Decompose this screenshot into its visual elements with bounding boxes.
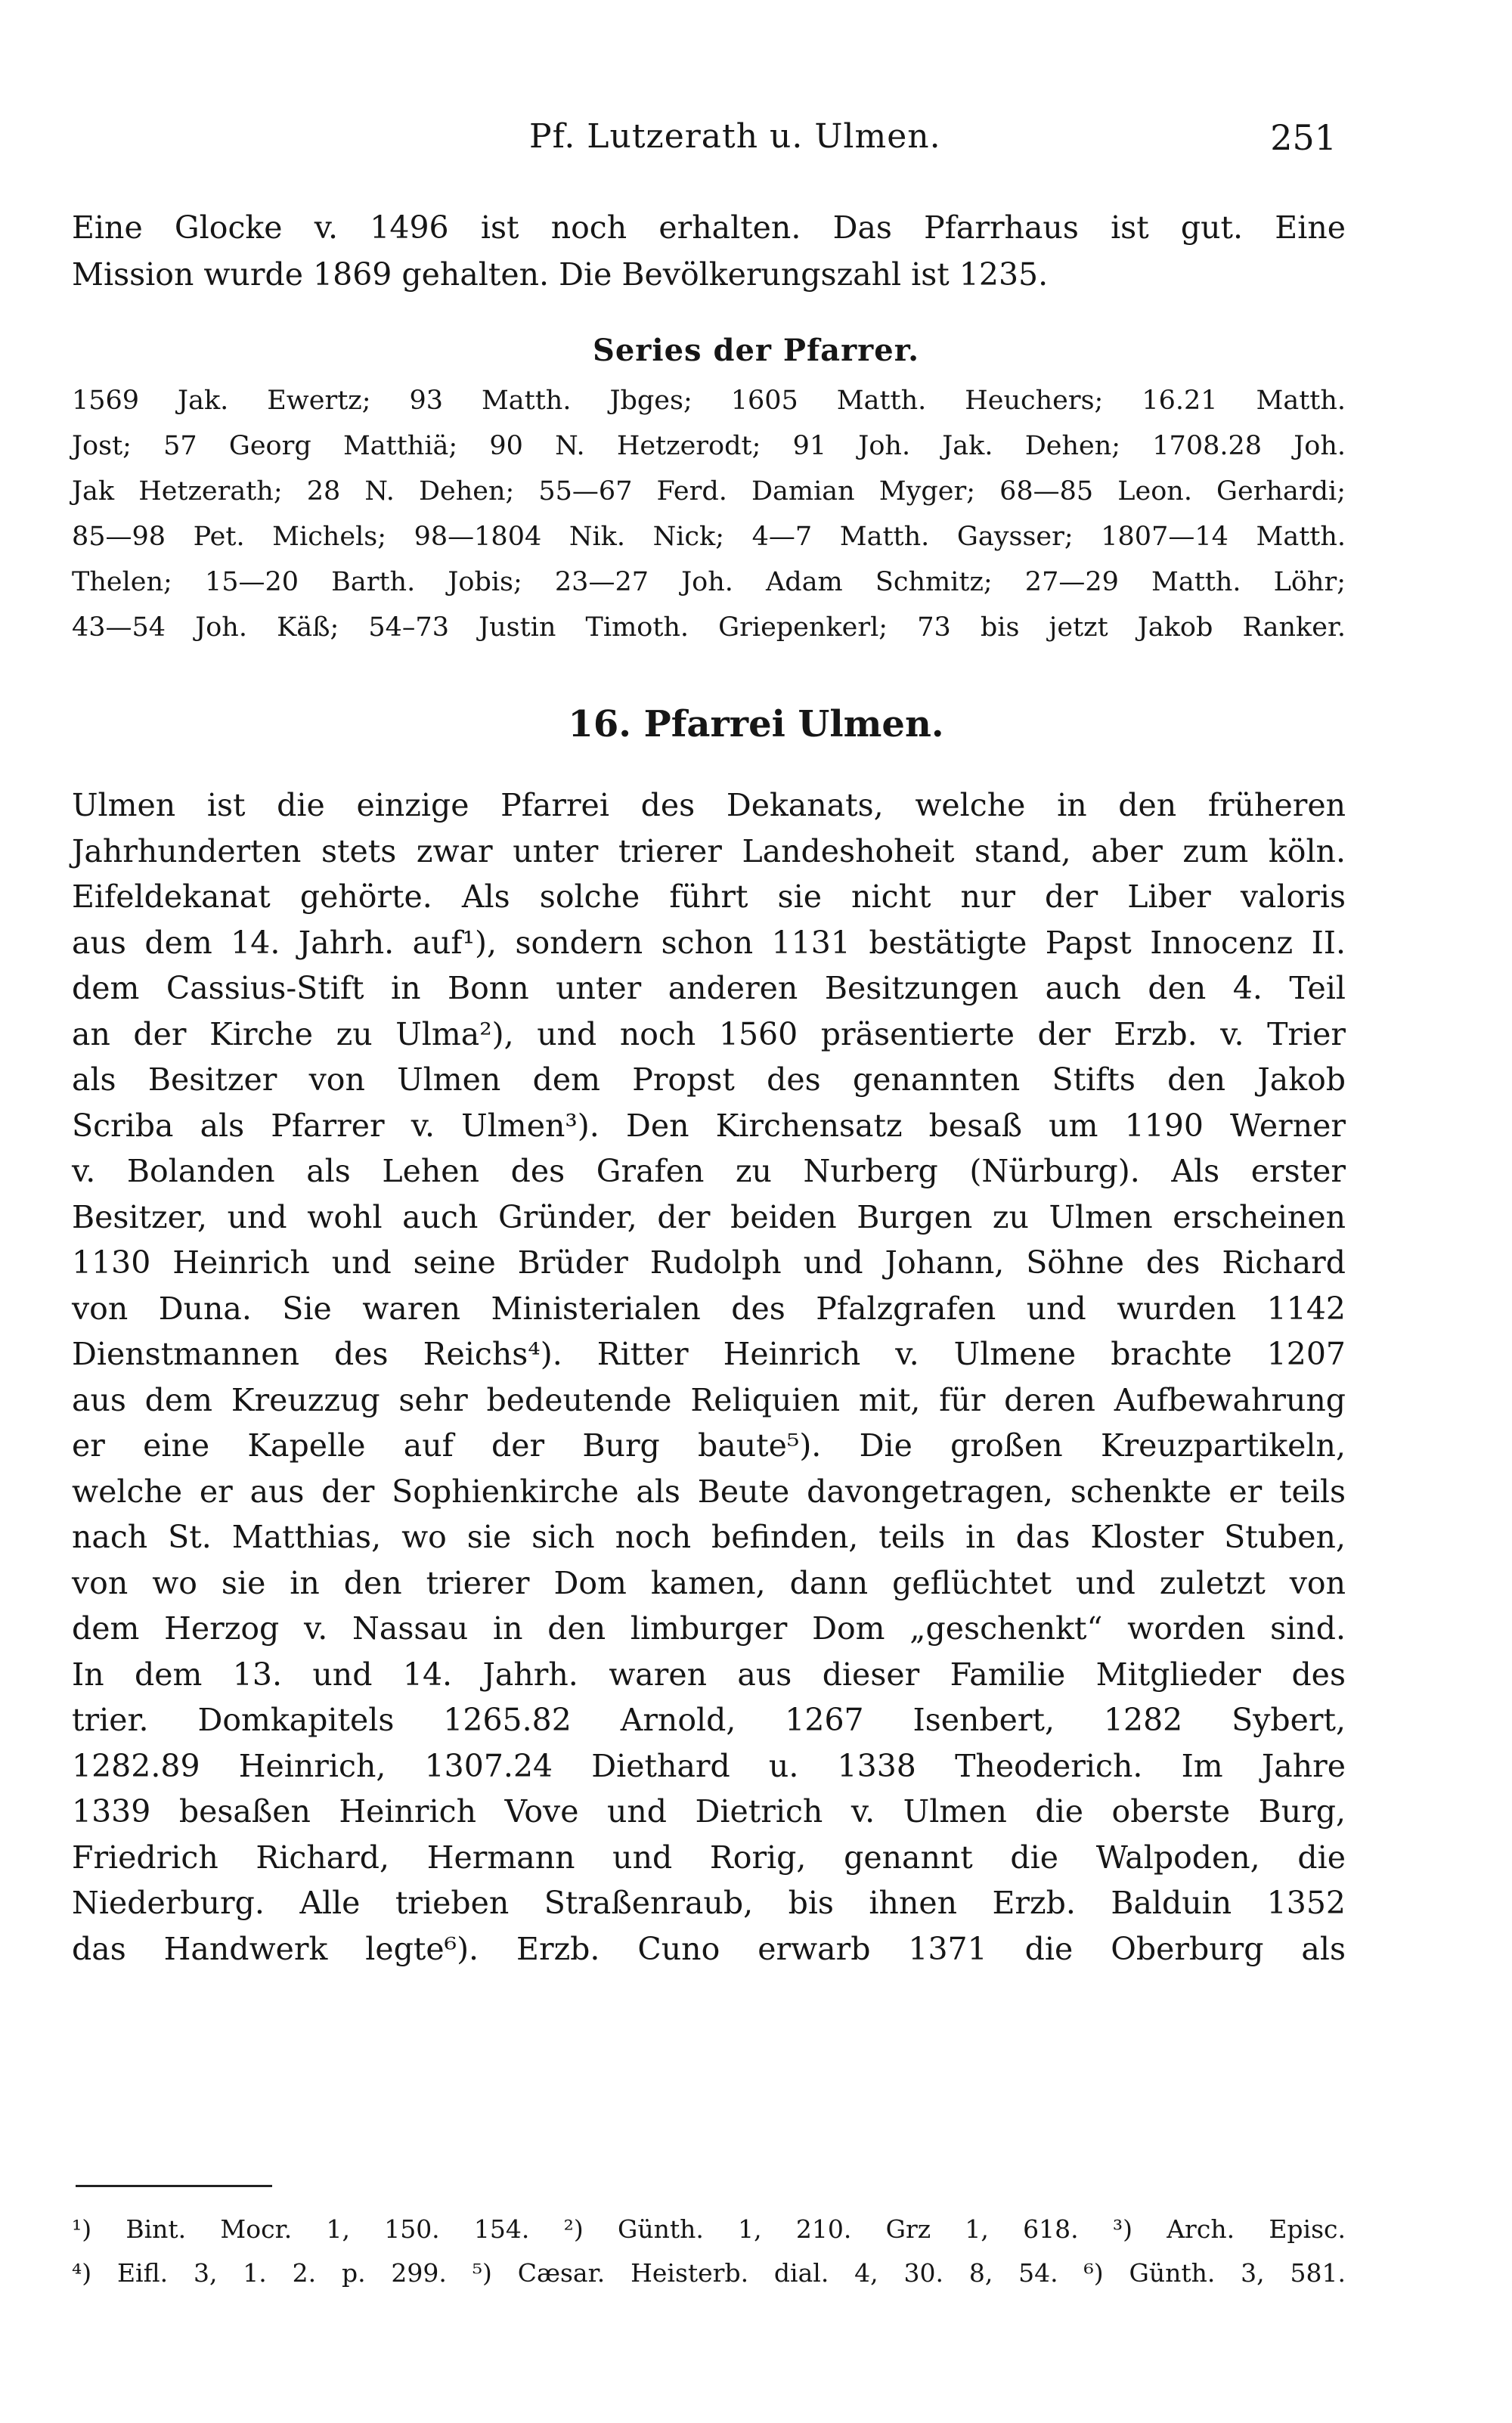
body-line: 1130 Heinrich und seine Brüder Rudolph und Johann, Söhne des Richard [72,1244,1346,1281]
body-line: Dienstmannen des Reichs⁴). Ritter Heinrich v. Ulmene brachte 1207 [72,1336,1346,1372]
body-line: Niederburg. Alle trieben Straßenraub, bis ihnen Erzb. Balduin 1352 [72,1885,1346,1921]
body-line: Ulmen ist die einzige Pfarrei des Dekanats, welche in den früheren [72,787,1346,823]
body-line: er eine Kapelle auf der Burg baute⁵). Die großen Kreuzpartikeln, [72,1427,1346,1464]
body-line: dem Herzog v. Nassau in den limburger Dom „geschenkt“ worden sind. [72,1610,1346,1647]
section-title: 16. Pfarrei Ulmen. [568,703,944,745]
page-header [0,117,1512,170]
footnote-line: ¹) Bint. Mocr. 1, 150. 154. ²) Günth. 1, 210. Grz 1, 618. ³) Arch. Episc. [72,2214,1346,2244]
body-line: das Handwerk legte⁶). Erzb. Cuno erwarb 1371 die Oberburg als [72,1930,1346,1967]
series-line: Jak Hetzerath; 28 N. Dehen; 55—67 Ferd. Damian Myger; 68—85 Leon. Gerhardi; [72,476,1346,507]
series-heading: Series der Pfarrer. [592,333,920,368]
body-line: dem Cassius-Stift in Bonn unter anderen Besitzungen auch den 4. Teil [72,970,1346,1006]
body-line: trier. Domkapitels 1265.82 Arnold, 1267 Isenbert, 1282 Sybert, [72,1702,1346,1738]
body-line: 1339 besaßen Heinrich Vove und Dietrich v. Ulmen die oberste Burg, [72,1793,1346,1830]
running-head: Pf. Lutzerath u. Ulmen. [529,117,941,156]
body-line: Scriba als Pfarrer v. Ulmen³). Den Kirchensatz besaß um 1190 Werner [72,1107,1346,1144]
body-line: aus dem Kreuzzug sehr bedeutende Reliquien mit, für deren Aufbewahrung [72,1381,1346,1418]
series-list [72,378,1346,650]
body-line: Friedrich Richard, Hermann und Rorig, genannt die Walpoden, die [72,1839,1346,1876]
footnotes [72,2208,1346,2295]
series-line: 1569 Jak. Ewertz; 93 Matth. Jbges; 1605 Matth. Heuchers; 16.21 Matth. [72,386,1346,416]
body-line: v. Bolanden als Lehen des Grafen zu Nurberg (Nürburg). Als erster [72,1153,1346,1189]
body-line: von Duna. Sie waren Ministerialen des Pfalzgrafen und wurden 1142 [72,1290,1346,1327]
body-line: welche er aus der Sophienkirche als Beute davongetragen, schenkte er teils [72,1473,1346,1510]
body-line: nach St. Matthias, wo sie sich noch befinden, teils in das Kloster Stuben, [72,1519,1346,1555]
body-line: an der Kirche zu Ulma²), und noch 1560 präsentierte der Erzb. v. Trier [72,1015,1346,1052]
intro-paragraph [72,204,1346,298]
body-line: In dem 13. und 14. Jahrh. waren aus dieser Familie Mitglieder des [72,1656,1346,1693]
series-line: 43—54 Joh. Käß; 54–73 Justin Timoth. Griepenkerl; 73 bis jetzt Jakob Ranker. [72,612,1346,643]
body-line: Eifeldekanat gehörte. Als solche führt sie nicht nur der Liber valoris [72,878,1346,915]
text-line: Mission wurde 1869 gehalten. Die Bevölkerungszahl ist 1235. [72,256,1049,293]
body-text [72,782,1346,1972]
body-line: als Besitzer von Ulmen dem Propst des genannten Stifts den Jakob [72,1061,1346,1098]
page-number: 251 [1270,117,1337,158]
footnote-divider [76,2185,272,2187]
footnote-line: ⁴) Eifl. 3, 1. 2. p. 299. ⁵) Cæsar. Heisterb. dial. 4, 30. 8, 54. ⁶) Günth. 3, 581. [72,2258,1346,2288]
body-line: Jahrhunderten stets zwar unter trierer Landeshoheit stand, aber zum köln. [72,832,1346,869]
body-line: Besitzer, und wohl auch Gründer, der beiden Burgen zu Ulmen erscheinen [72,1198,1346,1235]
body-line: aus dem 14. Jahrh. auf¹), sondern schon 1131 bestätigte Papst Innocenz II. [72,924,1346,961]
series-line: Jost; 57 Georg Matthiä; 90 N. Hetzerodt; 91 Joh. Jak. Dehen; 1708.28 Joh. [72,431,1346,461]
series-line: Thelen; 15—20 Barth. Jobis; 23—27 Joh. Adam Schmitz; 27—29 Matth. Löhr; [72,567,1346,597]
text-line: Eine Glocke v. 1496 ist noch erhalten. Das Pfarrhaus ist gut. Eine [72,209,1346,246]
body-line: von wo sie in den trierer Dom kamen, dann geflüchtet und zuletzt von [72,1564,1346,1601]
series-line: 85—98 Pet. Michels; 98—1804 Nik. Nick; 4—7 Matth. Gaysser; 1807—14 Matth. [72,522,1346,552]
body-line: 1282.89 Heinrich, 1307.24 Diethard u. 1338 Theoderich. Im Jahre [72,1747,1346,1784]
